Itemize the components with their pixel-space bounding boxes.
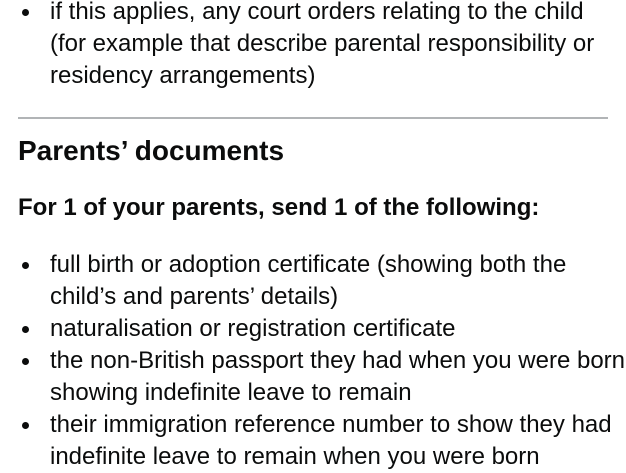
list-item-text: full birth or adoption certificate (showing both the child’s and parents’ details) xyxy=(50,251,567,310)
list-item-text: naturalisation or registration certificate xyxy=(50,315,456,342)
section-divider xyxy=(18,117,608,119)
section-heading: Parents’ documents xyxy=(18,135,285,166)
list-item xyxy=(0,345,626,409)
section-lead: For 1 of your parents, send 1 of the following: xyxy=(18,194,540,221)
bullet-icon xyxy=(22,9,29,16)
bullet-icon xyxy=(22,422,29,429)
parents-documents-list xyxy=(0,249,626,473)
list-item xyxy=(0,313,626,345)
bullet-icon xyxy=(22,326,29,333)
list-item-text: their immigration reference number to show they had indefinite leave to remain when you were born xyxy=(50,411,612,470)
list-item xyxy=(0,249,626,313)
court-orders-list xyxy=(0,0,626,92)
list-item-text: if this applies, any court orders relating to the child (for example that describe parental responsibility or residency arrangements) xyxy=(50,0,595,89)
list-item xyxy=(0,409,626,473)
bullet-icon xyxy=(22,262,29,269)
list-item-text: the non-British passport they had when you were born showing indefinite leave to remain xyxy=(50,347,626,406)
list-item xyxy=(0,0,626,92)
bullet-icon xyxy=(22,358,29,365)
